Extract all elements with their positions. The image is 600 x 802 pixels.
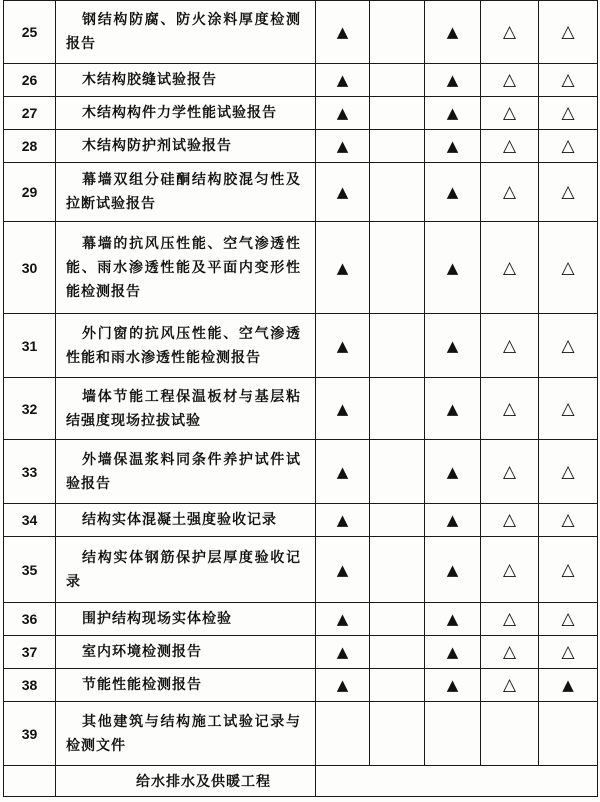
mark-cell: ▲ (425, 440, 481, 504)
row-name-cell (56, 636, 316, 669)
row-name: 木结构防护剂试验报告 (82, 138, 232, 154)
mark-cell (370, 314, 425, 378)
table-row (4, 504, 598, 537)
mark-cell: △ (481, 669, 539, 702)
table-row (4, 163, 598, 222)
row-name: 钢结构防腐、防火涂料厚度检测报告 (66, 12, 301, 52)
mark-cell: ▲ (316, 97, 370, 130)
mark-cell: △ (481, 378, 539, 440)
mark-cell: △ (539, 1, 598, 64)
mark-cell: △ (539, 504, 598, 537)
row-number: 36 (4, 603, 56, 636)
row-name: 结构实体钢筋保护层厚度验收记录 (66, 549, 301, 590)
mark-cell: ▲ (425, 537, 481, 603)
table-row (4, 130, 598, 163)
table-row (4, 603, 598, 636)
mark-cell: ▲ (316, 537, 370, 603)
mark-cell: ▲ (316, 163, 370, 222)
mark-cell: ▲ (425, 163, 481, 222)
table-row (4, 702, 598, 766)
row-number: 30 (4, 222, 56, 314)
row-name: 结构实体混凝土强度验收记录 (82, 512, 277, 528)
table-row (4, 636, 598, 669)
row-name: 幕墙的抗风压性能、空气渗透性能、雨水渗透性能及平面内变形性能检测报告 (66, 235, 301, 300)
table-row (4, 314, 598, 378)
mark-cell (370, 440, 425, 504)
mark-cell: △ (539, 537, 598, 603)
row-number: 29 (4, 163, 56, 222)
row-number: 27 (4, 97, 56, 130)
mark-cell: △ (481, 314, 539, 378)
mark-cell: △ (539, 378, 598, 440)
row-name-cell (56, 222, 316, 314)
mark-cell: △ (481, 1, 539, 64)
mark-cell: △ (539, 130, 598, 163)
mark-cell: △ (539, 314, 598, 378)
mark-cell (370, 504, 425, 537)
table-row (4, 537, 598, 603)
mark-cell (370, 1, 425, 64)
mark-cell: △ (539, 636, 598, 669)
mark-cell (316, 702, 370, 766)
mark-cell: ▲ (316, 64, 370, 97)
mark-cell: △ (539, 163, 598, 222)
mark-cell: △ (481, 440, 539, 504)
mark-cell: △ (481, 603, 539, 636)
table-row (4, 222, 598, 314)
archive-table (3, 0, 598, 797)
row-name: 外门窗的抗风压性能、空气渗透性能和雨水渗透性能检测报告 (66, 325, 301, 366)
mark-cell (370, 636, 425, 669)
mark-cell (370, 64, 425, 97)
mark-cell: ▲ (316, 378, 370, 440)
mark-cell: ▲ (316, 669, 370, 702)
section-title: 给水排水及供暖工程 (56, 766, 316, 797)
row-name-cell (56, 64, 316, 97)
row-name-cell (56, 378, 316, 440)
mark-cell (370, 130, 425, 163)
mark-cell: ▲ (425, 669, 481, 702)
mark-cell: ▲ (316, 314, 370, 378)
row-number: 28 (4, 130, 56, 163)
mark-cell: △ (481, 222, 539, 314)
mark-cell: ▲ (425, 64, 481, 97)
row-number: 33 (4, 440, 56, 504)
row-number: 37 (4, 636, 56, 669)
row-name: 木结构构件力学性能试验报告 (82, 105, 277, 121)
row-number: 38 (4, 669, 56, 702)
mark-cell (370, 702, 425, 766)
table-row (4, 1, 598, 64)
mark-cell: ▲ (316, 504, 370, 537)
row-name-cell (56, 603, 316, 636)
section-row (4, 766, 598, 797)
table-row (4, 669, 598, 702)
mark-cell: ▲ (425, 603, 481, 636)
row-name: 木结构胶缝试验报告 (82, 72, 217, 88)
mark-cell: ▲ (316, 130, 370, 163)
mark-cell: △ (539, 440, 598, 504)
mark-cell: △ (481, 504, 539, 537)
mark-cell: ▲ (539, 669, 598, 702)
row-name: 外墙保温浆料同条件养护试件试验报告 (66, 451, 301, 492)
mark-cell: ▲ (316, 636, 370, 669)
table-body (4, 1, 598, 766)
row-name: 围护结构现场实体检验 (82, 611, 232, 627)
mark-cell: △ (539, 222, 598, 314)
row-name-cell (56, 97, 316, 130)
table-row (4, 378, 598, 440)
row-number: 32 (4, 378, 56, 440)
row-name-cell (56, 702, 316, 766)
mark-cell: ▲ (425, 636, 481, 669)
row-number: 31 (4, 314, 56, 378)
section-empty-cell (316, 766, 598, 797)
row-name-cell (56, 314, 316, 378)
mark-cell: ▲ (316, 222, 370, 314)
mark-cell (481, 702, 539, 766)
row-number: 39 (4, 702, 56, 766)
mark-cell: △ (481, 97, 539, 130)
row-name-cell (56, 130, 316, 163)
mark-cell (370, 537, 425, 603)
mark-cell: △ (481, 130, 539, 163)
row-name: 墙体节能工程保温板材与基层粘结强度现场拉拔试验 (66, 388, 301, 429)
row-name: 室内环境检测报告 (82, 644, 202, 660)
mark-cell: ▲ (425, 378, 481, 440)
mark-cell: △ (539, 97, 598, 130)
mark-cell: ▲ (425, 222, 481, 314)
row-name-cell (56, 504, 316, 537)
row-name: 幕墙双组分硅酮结构胶混匀性及拉断试验报告 (66, 172, 301, 212)
row-name-cell (56, 537, 316, 603)
mark-cell (370, 603, 425, 636)
row-number: 25 (4, 1, 56, 64)
mark-cell: △ (539, 603, 598, 636)
mark-cell: ▲ (316, 603, 370, 636)
row-number: 34 (4, 504, 56, 537)
table-row (4, 97, 598, 130)
mark-cell: ▲ (425, 314, 481, 378)
table-row (4, 440, 598, 504)
row-name: 其他建筑与结构施工试验记录与检测文件 (66, 713, 301, 754)
section-number-cell (4, 766, 56, 797)
mark-cell: ▲ (316, 1, 370, 64)
mark-cell (370, 669, 425, 702)
mark-cell (370, 378, 425, 440)
row-name-cell (56, 440, 316, 504)
mark-cell (539, 702, 598, 766)
mark-cell: △ (481, 163, 539, 222)
mark-cell: ▲ (425, 130, 481, 163)
row-number: 26 (4, 64, 56, 97)
row-name-cell (56, 163, 316, 222)
mark-cell (370, 222, 425, 314)
mark-cell: △ (481, 537, 539, 603)
row-name: 节能性能检测报告 (82, 677, 202, 693)
mark-cell (425, 702, 481, 766)
mark-cell (370, 163, 425, 222)
mark-cell: ▲ (425, 97, 481, 130)
row-name-cell (56, 669, 316, 702)
mark-cell: △ (481, 636, 539, 669)
mark-cell: △ (481, 64, 539, 97)
mark-cell: ▲ (425, 1, 481, 64)
row-number: 35 (4, 537, 56, 603)
row-name-cell (56, 1, 316, 64)
mark-cell: △ (539, 64, 598, 97)
mark-cell (370, 97, 425, 130)
mark-cell: ▲ (425, 504, 481, 537)
table-row (4, 64, 598, 97)
mark-cell: ▲ (316, 440, 370, 504)
